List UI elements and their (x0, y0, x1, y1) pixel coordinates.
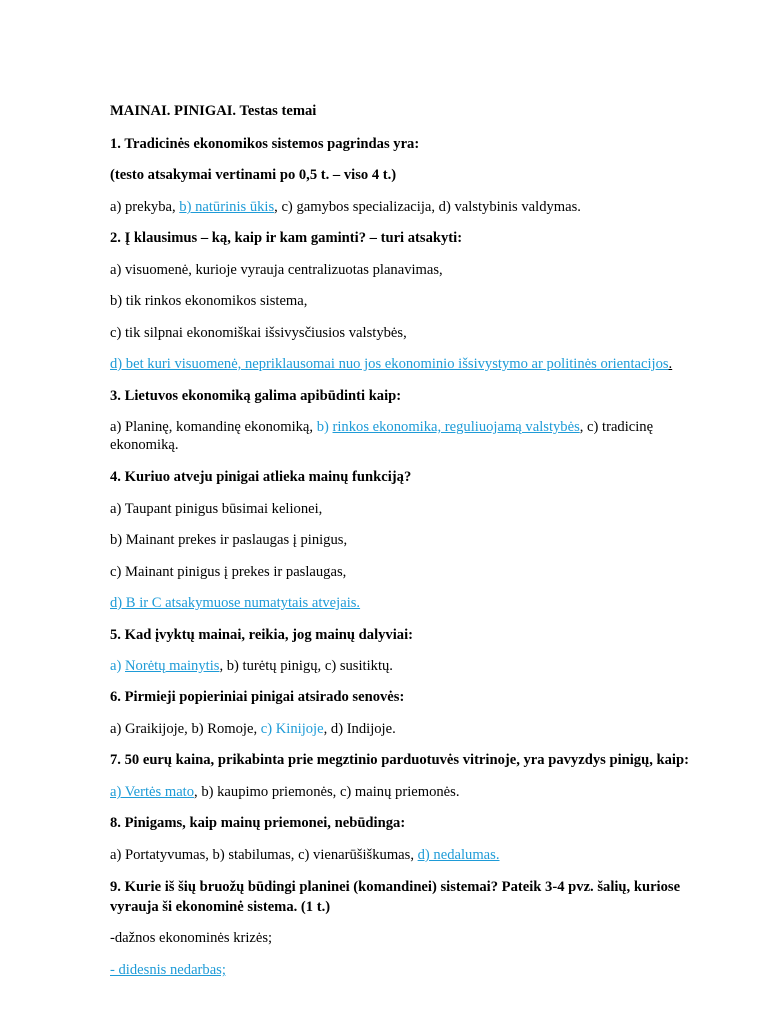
question-8-options: a) Portatyvumas, b) stabilumas, c) vienarūšiškumas, d) nedalumas. (110, 847, 500, 863)
question-4: 4. Kuriuo atveju pinigai atlieka mainų funkciją? (110, 469, 412, 485)
question-6: 6. Pirmieji popieriniai pinigai atsirado senovės: (110, 689, 405, 705)
document-title: MAINAI. PINIGAI. Testas temai (110, 103, 317, 119)
answer-2: d) bet kuri visuomenė, nepriklausomai nuo jos ekonominio išsivystymo ar politinės orientacijos (110, 356, 669, 372)
answer-7: a) Vertės mato (110, 784, 195, 800)
question-2-option-d: d) bet kuri visuomenė, nepriklausomai nuo jos ekonominio išsivystymo ar politinės orientacijos. (110, 356, 673, 372)
question-2-option-a: a) visuomenė, kurioje vyrauja centralizuotas planavimas, (110, 262, 443, 278)
question-8: 8. Pinigams, kaip mainų priemonei, nebūdinga: (110, 815, 406, 831)
question-5-options: a) Norėtų mainytis, b) turėtų pinigų, c) susitiktų. (110, 658, 393, 674)
question-5: 5. Kad įvyktų mainai, reikia, jog mainų dalyviai: (110, 627, 413, 643)
question-7: 7. 50 eurų kaina, prikabinta prie megztinio parduotuvės vitrinoje, yra pavyzdys pinigų, kaip: (110, 752, 689, 768)
question-9: 9. Kurie iš šių bruožų būdingi planinei (komandinei) sistemai? Pateik 3-4 pvz. šalių, kuriose vyrauja ši ekonominė sistema. (1 t.) (110, 879, 681, 915)
question-4-option-b: b) Mainant prekes ir paslaugas į pinigus, (110, 532, 348, 548)
question-2-option-c: c) tik silpnai ekonomiškai išsivysčiusios valstybės, (110, 325, 407, 341)
answer-9: - didesnis nedarbas; (110, 962, 226, 978)
answer-6: c) Kinijoje (260, 721, 324, 737)
answer-8: d) nedalumas. (417, 847, 500, 863)
question-3-options: a) Planinę, komandinę ekonomiką, b) rinkos ekonomika, reguliuojamą valstybės, c) tradicinę ekonomiką. (110, 419, 654, 453)
question-4-option-d (110, 594, 730, 612)
question-2-option-b: b) tik rinkos ekonomikos sistema, (110, 293, 308, 309)
question-3: 3. Lietuvos ekonomiką galima apibūdinti kaip: (110, 388, 402, 404)
question-1: 1. Tradicinės ekonomikos sistemos pagrindas yra: (110, 136, 420, 152)
question-1-note: (testo atsakymai vertinami po 0,5 t. – viso 4 t.) (110, 167, 397, 183)
question-6-options: a) Graikijoje, b) Romoje, c) Kinijoje, d) Indijoje. (110, 721, 396, 737)
question-9-item-1: -dažnos ekonominės krizės; (110, 930, 273, 946)
question-1-options: a) prekyba, b) natūrinis ūkis, c) gamybos specializacija, d) valstybinis valdymas. (110, 199, 581, 215)
answer-5: Norėtų mainytis (125, 658, 220, 674)
answer-1: b) natūrinis ūkis (179, 199, 275, 215)
answer-3: rinkos ekonomika, reguliuojamą valstybės (332, 419, 580, 435)
question-9-item-2 (110, 961, 730, 979)
answer-4: d) B ir C atsakymuose numatytais atvejais. (110, 595, 361, 611)
question-2: 2. Į klausimus – ką, kaip ir kam gaminti? – turi atsakyti: (110, 230, 463, 246)
question-4-option-a: a) Taupant pinigus būsimai kelionei, (110, 501, 323, 517)
question-4-option-c: c) Mainant pinigus į prekes ir paslaugas, (110, 564, 347, 580)
question-7-options: a) Vertės mato, b) kaupimo priemonės, c) mainų priemonės. (110, 784, 460, 800)
